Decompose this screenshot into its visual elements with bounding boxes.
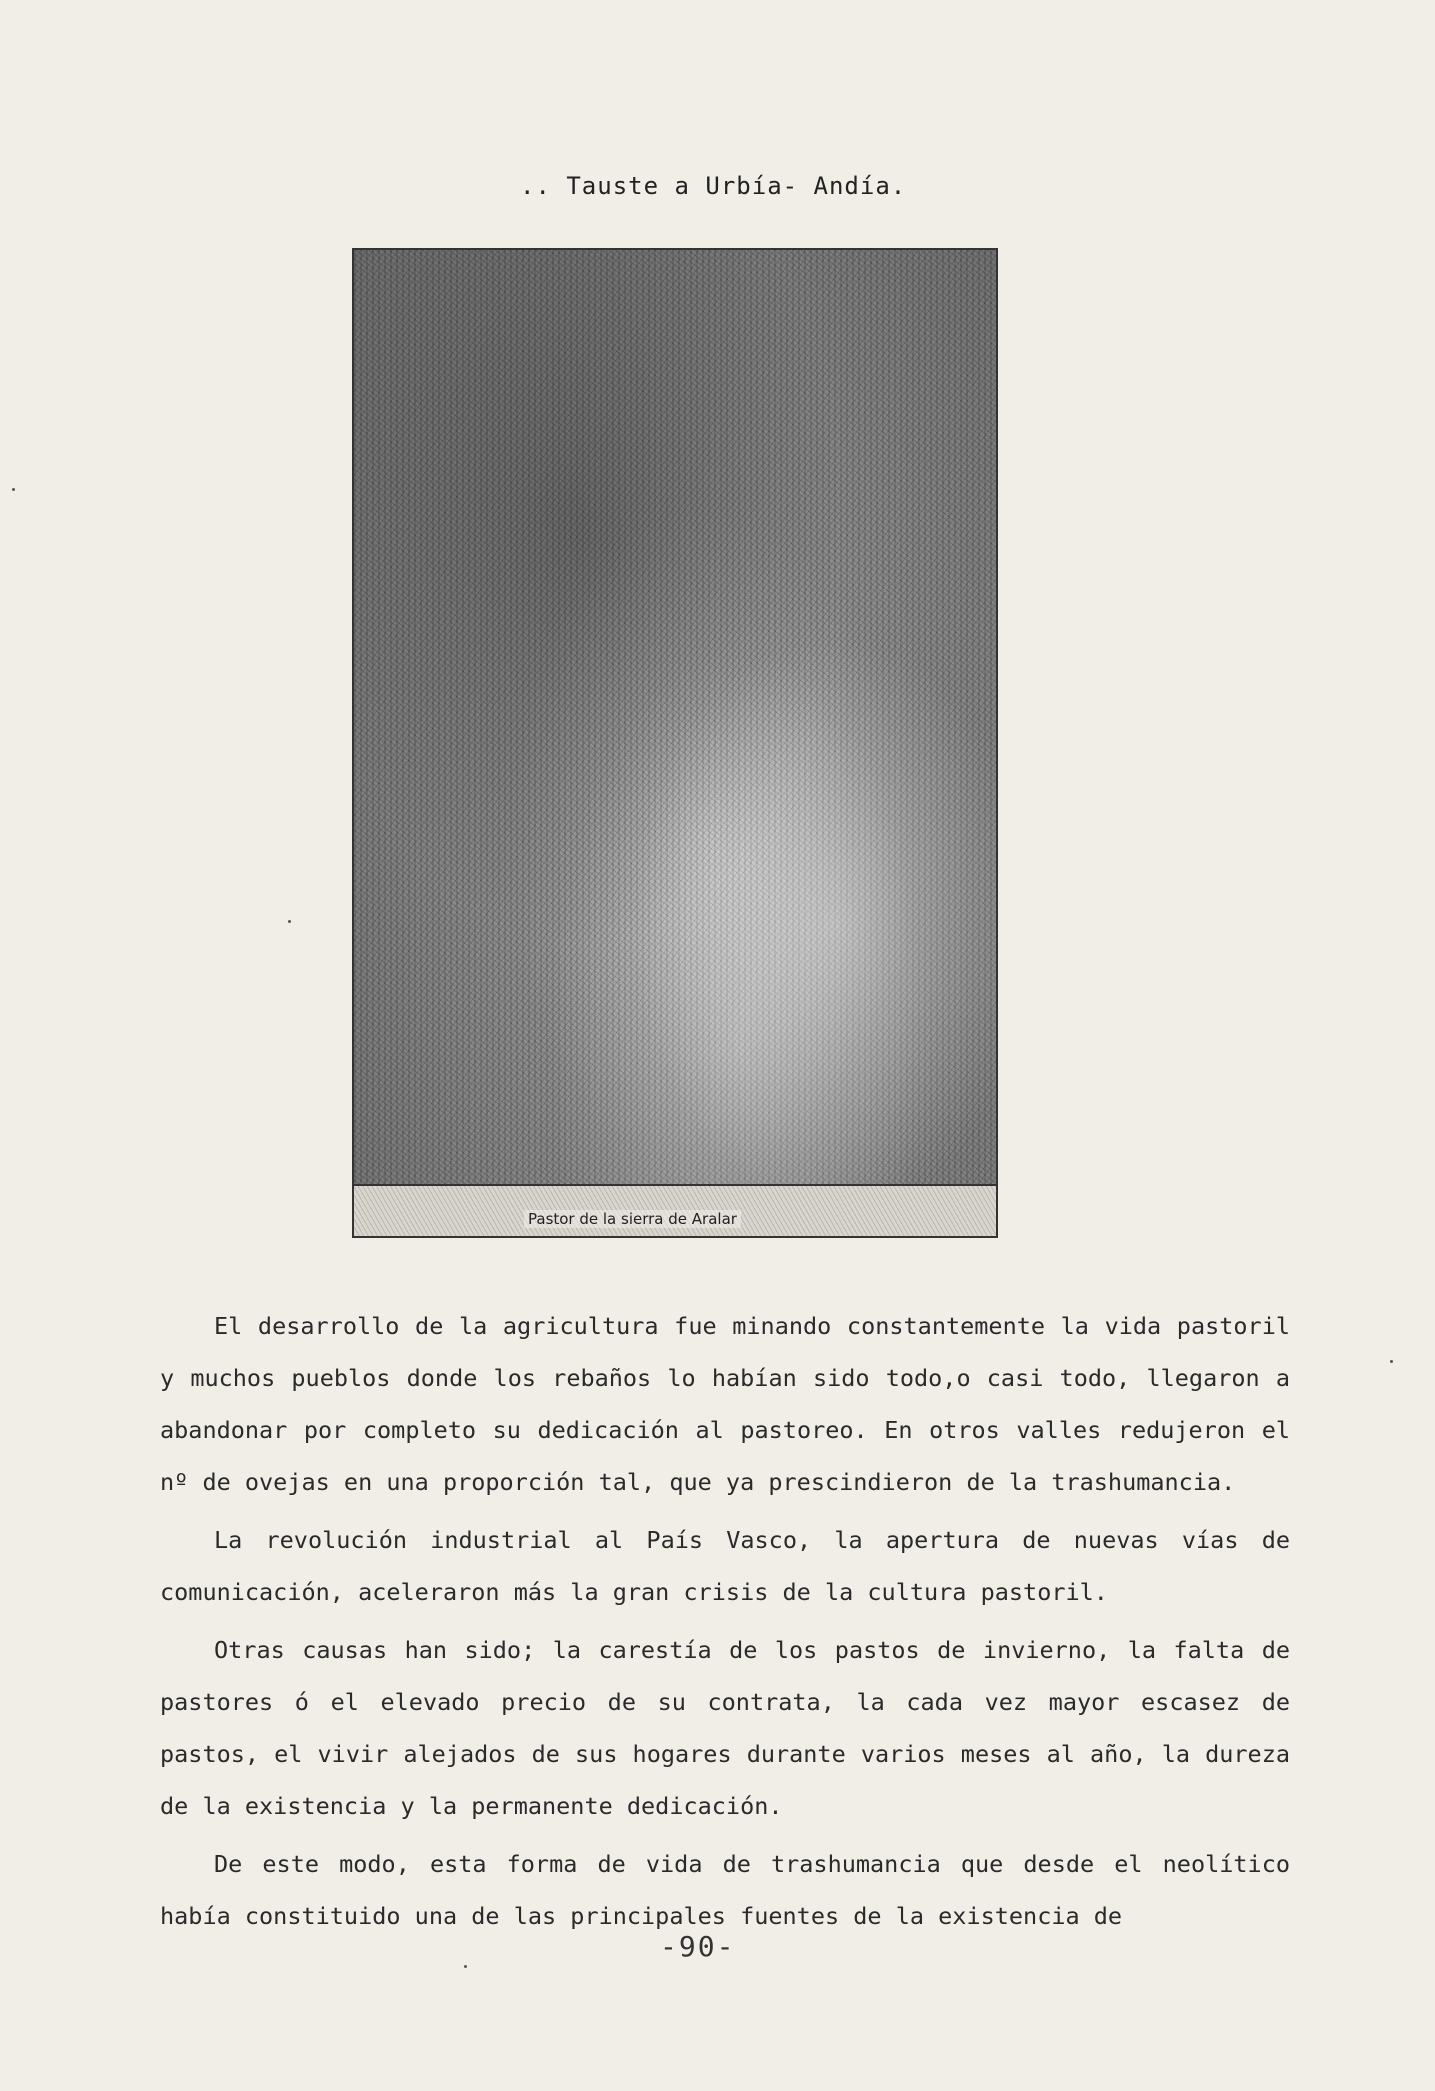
- page-number: -90-: [660, 1930, 736, 1963]
- paragraph-4: De este modo, esta forma de vida de trashumancia que desde el neolítico había constituido una de las principales fuentes de la existencia de: [160, 1850, 1290, 1930]
- paragraph-1: El desarrollo de la agricultura fue minando constantemente la vida pastoril y muchos pueblos donde los rebaños lo habían sido todo,o casi todo, llegaron a abandonar por completo su dedicación al pastoreo. En otros valles redujeron el nº de ovejas en una proporción tal, que ya prescindieron de la trashumancia.: [160, 1312, 1290, 1496]
- speck: [12, 488, 15, 491]
- speck: [288, 920, 291, 923]
- photograph: [352, 248, 998, 1238]
- figure-title: .. Tauste a Urbía- Andía.: [520, 172, 907, 200]
- photo-caption: Pastor de la sierra de Aralar: [524, 1210, 741, 1228]
- speck: [464, 1965, 467, 1968]
- paragraph-2: La revolución industrial al País Vasco, la apertura de nuevas vías de comunicación, aceleraron más la gran crisis de la cultura pastoril.: [160, 1526, 1290, 1606]
- body-text: [160, 1300, 1290, 1948]
- speck: [1390, 1360, 1393, 1363]
- photo-caption-strip: [354, 1184, 996, 1236]
- paragraph-3: Otras causas han sido; la carestía de los pastos de invierno, la falta de pastores ó el elevado precio de su contrata, la cada vez mayor escasez de pastos, el vivir alejados de sus hogares durante varios meses al año, la dureza de la existencia y la permanente dedicación.: [160, 1636, 1290, 1820]
- photo-image-area: [354, 250, 996, 1186]
